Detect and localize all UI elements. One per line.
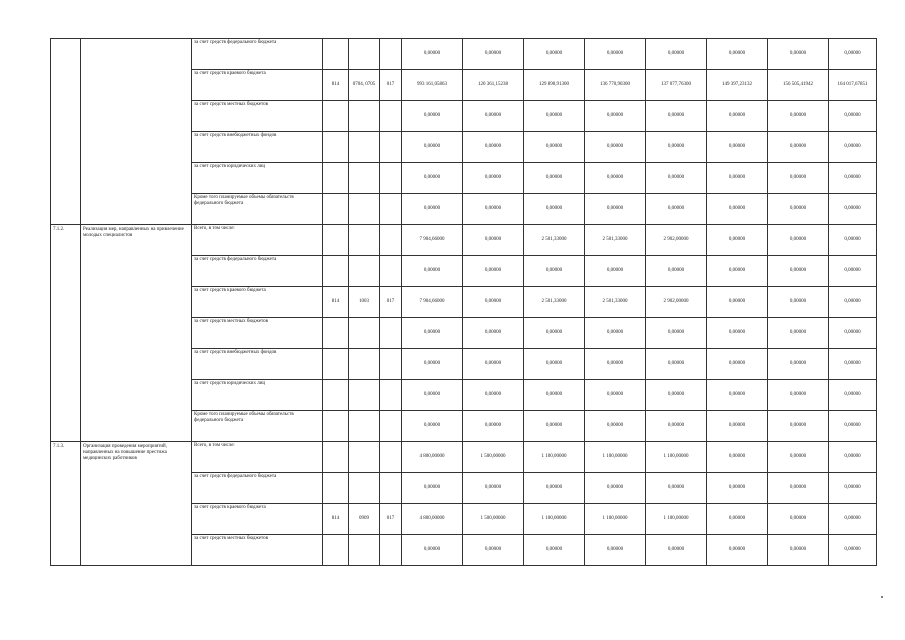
rzpr-code	[349, 225, 380, 256]
amount-cell: 129 890,91300	[524, 70, 585, 101]
amount-cell: 0,00000	[707, 132, 768, 163]
amount-cell: 0,00000	[707, 225, 768, 256]
rzpr-code	[349, 411, 380, 442]
amount-cell: 0,00000	[829, 163, 877, 194]
funding-source: за счет средств местных бюджетов	[192, 101, 323, 132]
amount-cell: 0,00000	[646, 380, 707, 411]
amount-cell: 0,00000	[768, 132, 829, 163]
amount-cell: 0,00000	[646, 194, 707, 225]
amount-cell: 0,00000	[646, 163, 707, 194]
amount-cell: 0,00000	[585, 132, 646, 163]
amount-cell: 0,00000	[585, 101, 646, 132]
amount-cell: 0,00000	[829, 39, 877, 70]
amount-cell: 0,00000	[768, 473, 829, 504]
amount-cell: 136 770,90300	[585, 70, 646, 101]
csr-code: 017	[380, 504, 402, 535]
grbs-code	[323, 318, 349, 349]
funding-source: за счет средств внебюджетных фондов	[192, 132, 323, 163]
grbs-code	[323, 39, 349, 70]
amount-cell: 0,00000	[402, 256, 463, 287]
csr-code	[380, 163, 402, 194]
funding-source: за счет средств внебюджетных фондов	[192, 349, 323, 380]
grbs-code	[323, 101, 349, 132]
rzpr-code: 0704, 0705	[349, 70, 380, 101]
amount-cell: 0,00000	[829, 349, 877, 380]
grbs-code	[323, 442, 349, 473]
amount-cell: 0,00000	[402, 101, 463, 132]
amount-cell: 164 017,67851	[829, 70, 877, 101]
amount-cell: 0,00000	[768, 194, 829, 225]
amount-cell: 0,00000	[524, 256, 585, 287]
amount-cell: 0,00000	[707, 318, 768, 349]
amount-cell: 0,00000	[646, 411, 707, 442]
amount-cell: 0,00000	[463, 473, 524, 504]
amount-cell: 2 501,33000	[585, 287, 646, 318]
amount-cell: 0,00000	[402, 380, 463, 411]
amount-cell: 0,00000	[524, 349, 585, 380]
amount-cell: 0,00000	[524, 163, 585, 194]
grbs-code: 814	[323, 287, 349, 318]
amount-cell: 0,00000	[707, 194, 768, 225]
grbs-code	[323, 380, 349, 411]
amount-cell: 0,00000	[829, 132, 877, 163]
grbs-code	[323, 194, 349, 225]
amount-cell: 0,00000	[707, 349, 768, 380]
amount-cell: 0,00000	[829, 101, 877, 132]
csr-code	[380, 194, 402, 225]
amount-cell: 0,00000	[707, 287, 768, 318]
amount-cell: 0,00000	[463, 256, 524, 287]
amount-cell: 0,00000	[524, 535, 585, 566]
amount-cell: 0,00000	[402, 132, 463, 163]
amount-cell: 120 361,15238	[463, 70, 524, 101]
csr-code	[380, 256, 402, 287]
amount-cell: 0,00000	[707, 535, 768, 566]
budget-table-body	[51, 39, 877, 566]
amount-cell: 1 500,00000	[463, 442, 524, 473]
csr-code	[380, 473, 402, 504]
amount-cell: 0,00000	[524, 101, 585, 132]
amount-cell: 0,00000	[707, 473, 768, 504]
amount-cell: 0,00000	[768, 101, 829, 132]
rzpr-code	[349, 256, 380, 287]
amount-cell: 0,00000	[463, 101, 524, 132]
csr-code	[380, 225, 402, 256]
amount-cell: 0,00000	[402, 318, 463, 349]
grbs-code	[323, 163, 349, 194]
rzpr-code: 0909	[349, 504, 380, 535]
amount-cell: 0,00000	[585, 411, 646, 442]
amount-cell: 0,00000	[402, 194, 463, 225]
table-row	[51, 39, 877, 70]
amount-cell: 0,00000	[524, 318, 585, 349]
amount-cell: 2 902,00000	[646, 287, 707, 318]
funding-source: Всего, в том числе:	[192, 442, 323, 473]
csr-code	[380, 411, 402, 442]
measure-name	[81, 39, 192, 225]
grbs-code: 814	[323, 504, 349, 535]
funding-source: за счет средств местных бюджетов	[192, 318, 323, 349]
csr-code	[380, 39, 402, 70]
amount-cell: 0,00000	[646, 256, 707, 287]
amount-cell: 0,00000	[524, 132, 585, 163]
funding-source: за счет средств федерального бюджета	[192, 256, 323, 287]
funding-source: Всего, в том числе:	[192, 225, 323, 256]
amount-cell: 0,00000	[463, 132, 524, 163]
amount-cell: 0,00000	[463, 380, 524, 411]
amount-cell: 0,00000	[585, 318, 646, 349]
amount-cell: 1 100,00000	[585, 504, 646, 535]
amount-cell: 4 800,00000	[402, 504, 463, 535]
amount-cell: 0,00000	[768, 318, 829, 349]
rzpr-code	[349, 473, 380, 504]
page-mark	[881, 596, 883, 598]
grbs-code	[323, 411, 349, 442]
amount-cell: 0,00000	[768, 349, 829, 380]
amount-cell: 0,00000	[707, 163, 768, 194]
table-row	[51, 442, 877, 473]
amount-cell: 0,00000	[524, 380, 585, 411]
amount-cell: 0,00000	[646, 39, 707, 70]
amount-cell: 1 500,00000	[463, 504, 524, 535]
table-row	[51, 225, 877, 256]
amount-cell: 0,00000	[402, 535, 463, 566]
amount-cell: 0,00000	[585, 473, 646, 504]
amount-cell: 2 501,33000	[524, 287, 585, 318]
amount-cell: 0,00000	[829, 504, 877, 535]
amount-cell: 0,00000	[768, 225, 829, 256]
amount-cell: 0,00000	[646, 132, 707, 163]
amount-cell: 149 397,23132	[707, 70, 768, 101]
amount-cell: 993 161,05863	[402, 70, 463, 101]
rzpr-code	[349, 535, 380, 566]
amount-cell: 0,00000	[707, 504, 768, 535]
amount-cell: 2 501,33000	[585, 225, 646, 256]
rzpr-code: 1003	[349, 287, 380, 318]
csr-code	[380, 349, 402, 380]
amount-cell: 0,00000	[829, 318, 877, 349]
measure-number: 7.1.3.	[51, 442, 81, 566]
rzpr-code	[349, 163, 380, 194]
funding-source: за счет средств краевого бюджета	[192, 70, 323, 101]
funding-source: за счет средств федерального бюджета	[192, 473, 323, 504]
amount-cell: 0,00000	[829, 535, 877, 566]
amount-cell: 0,00000	[585, 349, 646, 380]
csr-code	[380, 535, 402, 566]
grbs-code: 814	[323, 70, 349, 101]
amount-cell: 0,00000	[463, 318, 524, 349]
amount-cell: 1 100,00000	[524, 504, 585, 535]
rzpr-code	[349, 101, 380, 132]
amount-cell: 0,00000	[829, 473, 877, 504]
amount-cell: 7 904,66000	[402, 225, 463, 256]
amount-cell: 0,00000	[829, 256, 877, 287]
amount-cell: 0,00000	[707, 411, 768, 442]
amount-cell: 0,00000	[646, 535, 707, 566]
amount-cell: 0,00000	[646, 318, 707, 349]
amount-cell: 0,00000	[707, 380, 768, 411]
grbs-code	[323, 225, 349, 256]
amount-cell: 2 501,33000	[524, 225, 585, 256]
amount-cell: 137 077,76300	[646, 70, 707, 101]
amount-cell: 0,00000	[829, 411, 877, 442]
csr-code	[380, 132, 402, 163]
grbs-code	[323, 473, 349, 504]
amount-cell: 0,00000	[829, 194, 877, 225]
grbs-code	[323, 349, 349, 380]
measure-number: 7.1.2.	[51, 225, 81, 442]
amount-cell: 7 904,66000	[402, 287, 463, 318]
amount-cell: 1 100,00000	[646, 442, 707, 473]
amount-cell: 0,00000	[768, 287, 829, 318]
rzpr-code	[349, 442, 380, 473]
funding-source: за счет средств местных бюджетов	[192, 535, 323, 566]
csr-code	[380, 101, 402, 132]
amount-cell: 0,00000	[646, 349, 707, 380]
funding-source: за счет средств юридических лиц	[192, 380, 323, 411]
grbs-code	[323, 132, 349, 163]
measure-name: Организация проведения мероприятий, направленных на повышение престижа медицинских работников	[81, 442, 192, 566]
rzpr-code	[349, 318, 380, 349]
amount-cell: 0,00000	[463, 194, 524, 225]
amount-cell: 0,00000	[707, 39, 768, 70]
csr-code	[380, 380, 402, 411]
amount-cell: 0,00000	[524, 411, 585, 442]
amount-cell: 0,00000	[829, 380, 877, 411]
amount-cell: 0,00000	[463, 163, 524, 194]
amount-cell: 4 800,00000	[402, 442, 463, 473]
amount-cell: 0,00000	[585, 163, 646, 194]
amount-cell: 1 100,00000	[585, 442, 646, 473]
amount-cell: 0,00000	[768, 380, 829, 411]
amount-cell: 0,00000	[463, 39, 524, 70]
amount-cell: 0,00000	[463, 287, 524, 318]
amount-cell: 2 902,00000	[646, 225, 707, 256]
amount-cell: 0,00000	[463, 535, 524, 566]
amount-cell: 0,00000	[585, 256, 646, 287]
amount-cell: 0,00000	[463, 225, 524, 256]
amount-cell: 0,00000	[646, 101, 707, 132]
amount-cell: 0,00000	[402, 411, 463, 442]
amount-cell: 0,00000	[402, 163, 463, 194]
rzpr-code	[349, 39, 380, 70]
amount-cell: 0,00000	[768, 163, 829, 194]
csr-code	[380, 442, 402, 473]
amount-cell: 0,00000	[707, 101, 768, 132]
amount-cell: 0,00000	[646, 473, 707, 504]
csr-code: 017	[380, 70, 402, 101]
amount-cell: 1 100,00000	[646, 504, 707, 535]
funding-source: Кроме того планируемые объемы обязательств федерального бюджета	[192, 194, 323, 225]
rzpr-code	[349, 380, 380, 411]
amount-cell: 0,00000	[707, 256, 768, 287]
csr-code: 017	[380, 287, 402, 318]
amount-cell: 0,00000	[524, 473, 585, 504]
amount-cell: 0,00000	[524, 194, 585, 225]
amount-cell: 0,00000	[707, 442, 768, 473]
budget-table	[50, 38, 877, 566]
rzpr-code	[349, 349, 380, 380]
amount-cell: 0,00000	[768, 411, 829, 442]
amount-cell: 0,00000	[768, 256, 829, 287]
amount-cell: 0,00000	[524, 39, 585, 70]
amount-cell: 0,00000	[768, 535, 829, 566]
measure-number	[51, 39, 81, 225]
funding-source: за счет средств краевого бюджета	[192, 287, 323, 318]
amount-cell: 0,00000	[463, 411, 524, 442]
rzpr-code	[349, 194, 380, 225]
rzpr-code	[349, 132, 380, 163]
budget-table-page	[50, 38, 876, 566]
funding-source: Кроме того планируемые объемы обязательств федерального бюджета	[192, 411, 323, 442]
csr-code	[380, 318, 402, 349]
amount-cell: 0,00000	[585, 380, 646, 411]
amount-cell: 0,00000	[585, 194, 646, 225]
amount-cell: 0,00000	[402, 473, 463, 504]
grbs-code	[323, 256, 349, 287]
amount-cell: 0,00000	[768, 504, 829, 535]
amount-cell: 0,00000	[463, 349, 524, 380]
funding-source: за счет средств краевого бюджета	[192, 504, 323, 535]
amount-cell: 1 100,00000	[524, 442, 585, 473]
amount-cell: 0,00000	[768, 39, 829, 70]
funding-source: за счет средств юридических лиц	[192, 163, 323, 194]
amount-cell: 0,00000	[585, 535, 646, 566]
amount-cell: 0,00000	[402, 349, 463, 380]
amount-cell: 0,00000	[585, 39, 646, 70]
amount-cell: 0,00000	[768, 442, 829, 473]
amount-cell: 156 505,41942	[768, 70, 829, 101]
amount-cell: 0,00000	[829, 225, 877, 256]
grbs-code	[323, 535, 349, 566]
measure-name: Реализация мер, направленных на привлечение молодых специалистов	[81, 225, 192, 442]
amount-cell: 0,00000	[829, 287, 877, 318]
amount-cell: 0,00000	[829, 442, 877, 473]
funding-source: за счет средств федерального бюджета	[192, 39, 323, 70]
amount-cell: 0,00000	[402, 39, 463, 70]
